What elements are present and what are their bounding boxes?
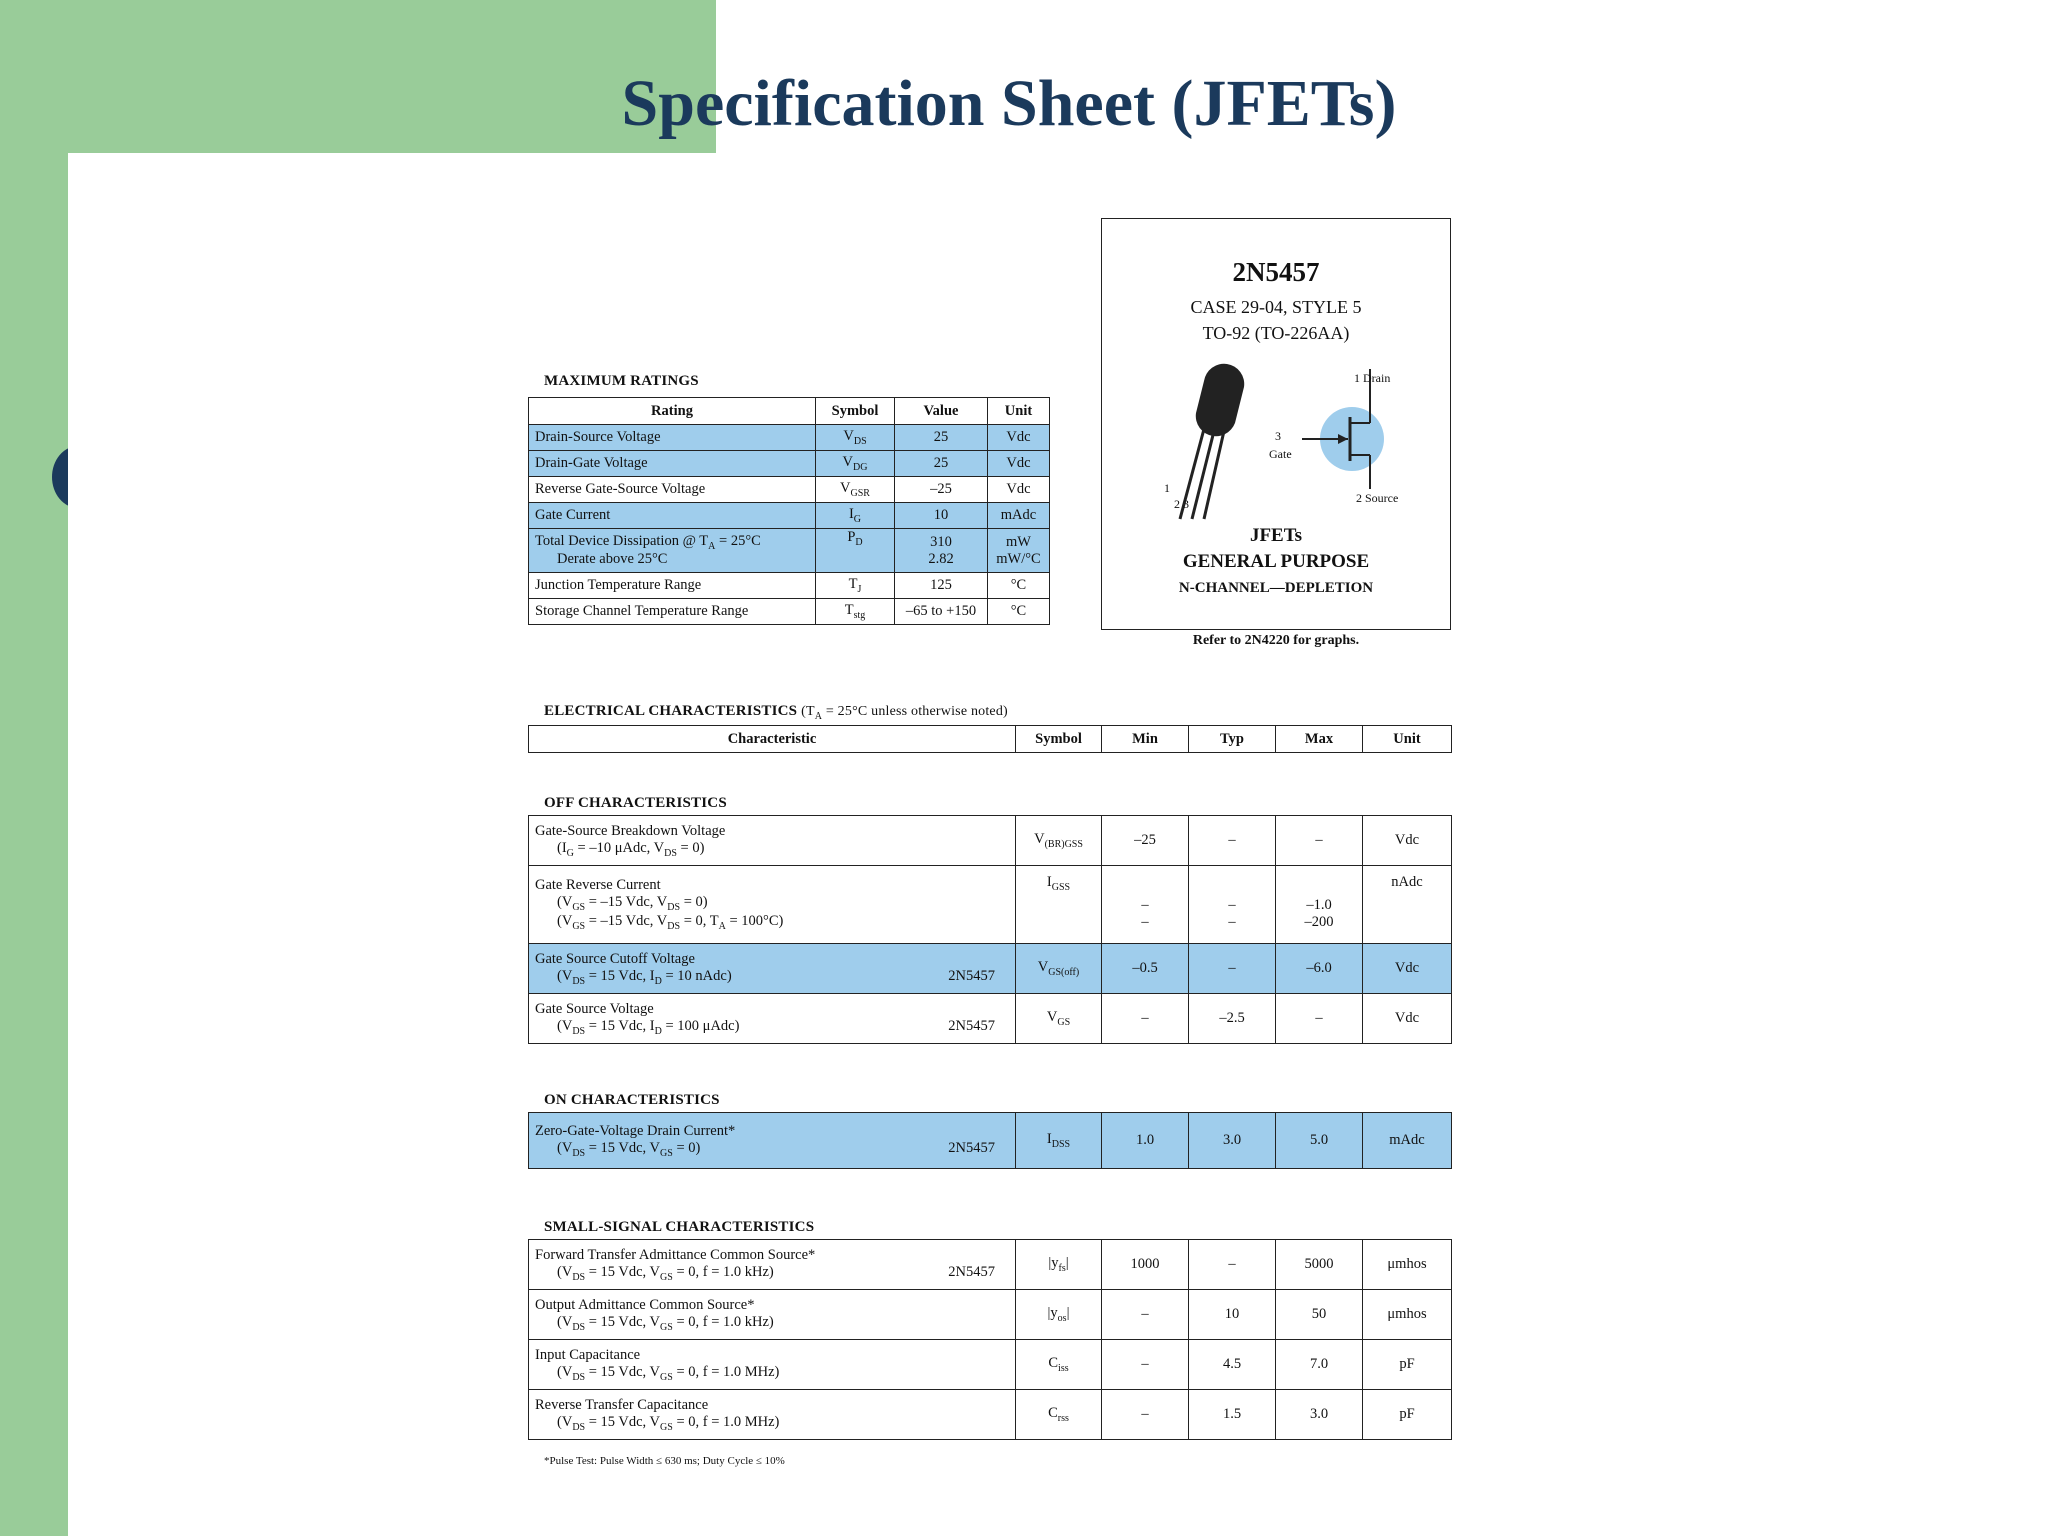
- max-cell: 5000: [1276, 1240, 1363, 1290]
- table-row: [529, 944, 1452, 994]
- max-cell: 50: [1276, 1290, 1363, 1340]
- col-characteristic: Characteristic: [529, 726, 1016, 753]
- symbol-cell: $I_G$: [816, 503, 895, 529]
- typ-cell: 10: [1189, 1290, 1276, 1340]
- part-info-box: [1101, 218, 1451, 630]
- characteristic-cell: Input Capacitance ($V_{DS} = 15$ Vdc, $V_{GS} = 0$, f = 1.0 MHz): [529, 1340, 1016, 1390]
- rating-cell: Storage Channel Temperature Range: [529, 599, 816, 625]
- part-number: 2N5457: [1232, 257, 1320, 287]
- small-signal-table: [528, 1239, 1452, 1440]
- unit-cell: μmhos: [1363, 1290, 1452, 1340]
- typ-cell: 1.5: [1189, 1390, 1276, 1440]
- max-ratings-heading: MAXIMUM RATINGS: [544, 373, 699, 389]
- rating-cell: Drain-Source Voltage: [529, 425, 816, 451]
- value-cell: –25: [895, 477, 988, 503]
- pin-drain-label: 1 Drain: [1354, 371, 1391, 385]
- typ-cell: 3.0: [1189, 1113, 1276, 1169]
- graphs-reference: Refer to 2N4220 for graphs.: [1192, 633, 1360, 648]
- max-cell: 5.0: [1276, 1113, 1363, 1169]
- spec-sheet: [528, 215, 1452, 1475]
- unit-cell: Vdc: [1363, 994, 1452, 1044]
- col-symbol: Symbol: [816, 398, 895, 425]
- col-symbol: Symbol: [1016, 726, 1102, 753]
- table-row: [529, 503, 1050, 529]
- characteristic-cell: Output Admittance Common Source* ($V_{DS} = 15$ Vdc, $V_{GS} = 0$, f = 1.0 kHz): [529, 1290, 1016, 1340]
- channel-type: N-CHANNEL—DEPLETION: [1178, 580, 1374, 596]
- rating-cell: Total Device Dissipation @ $T_A = 25^\circ C$ Derate above 25°C: [529, 529, 816, 573]
- typ-cell: –: [1189, 816, 1276, 866]
- col-max: Max: [1276, 726, 1363, 753]
- typ-cell: –2.5: [1189, 994, 1276, 1044]
- table-row: [529, 599, 1050, 625]
- table-row: [529, 866, 1452, 944]
- symbol-cell: $V_{DG}$: [816, 451, 895, 477]
- min-cell: 1000: [1102, 1240, 1189, 1290]
- table-row: [529, 1390, 1452, 1440]
- table-row: [529, 1240, 1452, 1290]
- typ-cell: –: [1189, 944, 1276, 994]
- small-signal-heading: SMALL-SIGNAL CHARACTERISTICS: [544, 1219, 815, 1235]
- unit-cell: Vdc: [1363, 944, 1452, 994]
- characteristic-cell: Gate Source Voltage ($V_{DS} = 15$ Vdc, $I_D = 100$ μAdc) 2N5457: [529, 994, 1016, 1044]
- col-rating: Rating: [529, 398, 816, 425]
- table-row: [529, 1113, 1452, 1169]
- value-cell: 25: [895, 451, 988, 477]
- electrical-header-table: [528, 725, 1452, 753]
- pin-source-label: 2 Source: [1356, 491, 1399, 505]
- slide-title: Specification Sheet (JFETs): [621, 67, 1397, 140]
- unit-cell: pF: [1363, 1340, 1452, 1390]
- min-cell: – –: [1102, 866, 1189, 944]
- max-ratings-header-row: [529, 398, 1050, 425]
- characteristic-cell: Gate Source Cutoff Voltage ($V_{DS} = 15$ Vdc, $I_D = 10$ nAdc) 2N5457: [529, 944, 1016, 994]
- rating-cell: Reverse Gate-Source Voltage: [529, 477, 816, 503]
- value-cell: 25: [895, 425, 988, 451]
- unit-cell: Vdc: [988, 425, 1050, 451]
- pin-gate-label: Gate: [1269, 447, 1292, 461]
- symbol-cell: $|y_{fs}|$: [1016, 1240, 1102, 1290]
- min-cell: –: [1102, 1390, 1189, 1440]
- value-cell: –65 to +150: [895, 599, 988, 625]
- min-cell: –0.5: [1102, 944, 1189, 994]
- col-value: Value: [895, 398, 988, 425]
- max-cell: 3.0: [1276, 1390, 1363, 1440]
- rating-cell: Junction Temperature Range: [529, 573, 816, 599]
- symbol-cell: $I_{GSS}$: [1016, 866, 1102, 944]
- value-cell: 310 2.82: [895, 529, 988, 573]
- on-characteristics-table: [528, 1112, 1452, 1169]
- rating-cell: Gate Current: [529, 503, 816, 529]
- min-cell: 1.0: [1102, 1113, 1189, 1169]
- off-characteristics-table: [528, 815, 1452, 1044]
- unit-cell: °C: [988, 573, 1050, 599]
- unit-cell: nAdc: [1363, 866, 1452, 944]
- electrical-header-row: [529, 726, 1452, 753]
- symbol-cell: $C_{iss}$: [1016, 1340, 1102, 1390]
- characteristic-cell: Gate Reverse Current ($V_{GS} = -15$ Vdc, $V_{DS} = 0$) ($V_{GS} = -15$ Vdc, $V_{DS} = 0$, $T_A = 100^\circ C$): [529, 866, 1016, 944]
- symbol-cell: $V_{GS(off)}$: [1016, 944, 1102, 994]
- max-ratings-table: [528, 397, 1050, 625]
- typ-cell: – –: [1189, 866, 1276, 944]
- symbol-cell: $|y_{os}|$: [1016, 1290, 1102, 1340]
- pin-gate-number: 3: [1275, 429, 1281, 443]
- table-row: [529, 994, 1452, 1044]
- rating-cell: Drain-Gate Voltage: [529, 451, 816, 477]
- symbol-cell: $V_{GS}$: [1016, 994, 1102, 1044]
- unit-cell: Vdc: [988, 477, 1050, 503]
- unit-cell: °C: [988, 599, 1050, 625]
- col-unit: Unit: [1363, 726, 1452, 753]
- min-cell: –: [1102, 994, 1189, 1044]
- max-cell: –: [1276, 816, 1363, 866]
- value-cell: 125: [895, 573, 988, 599]
- characteristic-cell: Gate-Source Breakdown Voltage ($I_G = -10$ μAdc, $V_{DS} = 0$): [529, 816, 1016, 866]
- col-unit: Unit: [988, 398, 1050, 425]
- max-cell: –6.0: [1276, 944, 1363, 994]
- min-cell: –: [1102, 1340, 1189, 1390]
- max-cell: 7.0: [1276, 1340, 1363, 1390]
- green-left-band: [0, 0, 68, 1536]
- symbol-cell: $P_D$: [816, 529, 895, 573]
- case-label: CASE 29-04, STYLE 5: [1190, 297, 1362, 317]
- unit-cell: pF: [1363, 1390, 1452, 1440]
- symbol-cell: $V_{(BR)GSS}$: [1016, 816, 1102, 866]
- col-min: Min: [1102, 726, 1189, 753]
- unit-cell: mAdc: [988, 503, 1050, 529]
- max-cell: –: [1276, 994, 1363, 1044]
- unit-cell: mAdc: [1363, 1113, 1452, 1169]
- on-heading: ON CHARACTERISTICS: [544, 1092, 720, 1108]
- symbol-cell: $T_{stg}$: [816, 599, 895, 625]
- characteristic-cell: Forward Transfer Admittance Common Source* ($V_{DS} = 15$ Vdc, $V_{GS} = 0$, f = 1.0 kHz) 2N5457: [529, 1240, 1016, 1290]
- lead-1-label: 1: [1164, 481, 1170, 495]
- table-row: [529, 425, 1050, 451]
- unit-cell: Vdc: [988, 451, 1050, 477]
- unit-cell: mW mW/°C: [988, 529, 1050, 573]
- typ-cell: 4.5: [1189, 1340, 1276, 1390]
- table-row: [529, 573, 1050, 599]
- device-type: JFETs: [1249, 525, 1303, 546]
- table-row: [529, 816, 1452, 866]
- lead-23-label: 2 3: [1174, 497, 1189, 511]
- table-row: [529, 451, 1050, 477]
- unit-cell: Vdc: [1363, 816, 1452, 866]
- electrical-heading: ELECTRICAL CHARACTERISTICS ($T_A = 25^\circ C$ unless otherwise noted): [544, 703, 1008, 722]
- max-cell: –1.0 –200: [1276, 866, 1363, 944]
- symbol-cell: $V_{DS}$: [816, 425, 895, 451]
- symbol-cell: $I_{DSS}$: [1016, 1113, 1102, 1169]
- symbol-cell: $C_{rss}$: [1016, 1390, 1102, 1440]
- col-typ: Typ: [1189, 726, 1276, 753]
- table-row: [529, 477, 1050, 503]
- table-row: [529, 1290, 1452, 1340]
- typ-cell: –: [1189, 1240, 1276, 1290]
- min-cell: –: [1102, 1290, 1189, 1340]
- value-cell: 10: [895, 503, 988, 529]
- table-row: [529, 529, 1050, 573]
- min-cell: –25: [1102, 816, 1189, 866]
- off-heading: OFF CHARACTERISTICS: [544, 795, 727, 811]
- package-label: TO-92 (TO-226AA): [1202, 323, 1350, 343]
- device-purpose: GENERAL PURPOSE: [1182, 551, 1370, 572]
- characteristic-cell: Zero-Gate-Voltage Drain Current* ($V_{DS} = 15$ Vdc, $V_{GS} = 0$) 2N5457: [529, 1113, 1016, 1169]
- symbol-cell: $T_J$: [816, 573, 895, 599]
- table-row: [529, 1340, 1452, 1390]
- symbol-cell: $V_{GSR}$: [816, 477, 895, 503]
- characteristic-cell: Reverse Transfer Capacitance ($V_{DS} = 15$ Vdc, $V_{GS} = 0$, f = 1.0 MHz): [529, 1390, 1016, 1440]
- unit-cell: μmhos: [1363, 1240, 1452, 1290]
- pulse-test-footnote: *Pulse Test: Pulse Width ≤ 630 ms; Duty Cycle ≤ 10%: [544, 1455, 785, 1467]
